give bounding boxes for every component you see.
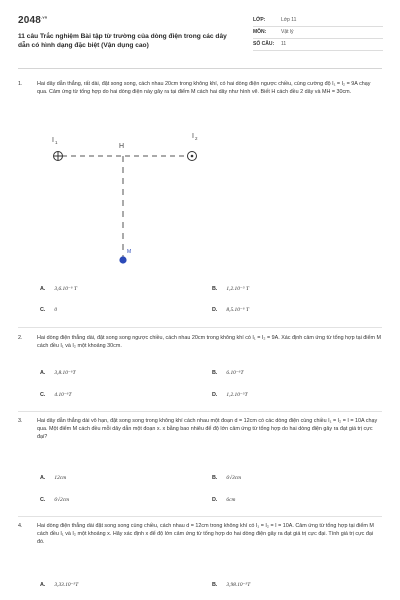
- option-4b[interactable]: [212, 582, 250, 590]
- option-label: C.: [40, 392, 46, 398]
- site-logo[interactable]: [18, 14, 47, 29]
- option-text: 6.10⁻⁶T: [226, 370, 244, 376]
- wire-2-out-of-page-icon: [188, 152, 197, 161]
- meta-row-count: [253, 39, 383, 51]
- question-3: [18, 418, 382, 441]
- question-2: [18, 335, 382, 351]
- meta-row-subject: [253, 27, 383, 39]
- label-i1: I: [52, 137, 54, 144]
- question-1: [18, 81, 382, 97]
- question-number: 4.: [18, 523, 23, 529]
- question-divider: [18, 327, 382, 328]
- option-text: 3,33.10⁻⁵T: [54, 582, 79, 588]
- meta-value: Vật lý: [281, 28, 294, 35]
- wire-1-into-page-icon: [54, 152, 63, 161]
- question-divider: [18, 516, 382, 517]
- wire-diagram: [50, 128, 210, 268]
- option-3c[interactable]: [40, 497, 69, 505]
- meta-key: LỚP:: [253, 16, 266, 23]
- header-divider: [18, 68, 382, 69]
- option-text: 4.10⁻⁶T: [54, 392, 72, 398]
- question-divider: [18, 411, 382, 412]
- label-i2-sub: 2: [195, 136, 198, 141]
- option-4a[interactable]: [40, 582, 78, 590]
- option-label: A.: [40, 582, 46, 588]
- question-number: 1.: [18, 81, 23, 87]
- option-text: 1,2.10⁻⁵T: [226, 392, 248, 398]
- option-text: 8,5.10⁻⁶ T: [226, 307, 249, 313]
- option-text: 12cm: [54, 475, 67, 481]
- option-label: B.: [212, 286, 218, 292]
- option-text: 3,6.10⁻⁶ T: [54, 286, 77, 292]
- option-label: C.: [40, 497, 46, 503]
- option-label: A.: [40, 370, 46, 376]
- option-label: A.: [40, 286, 46, 292]
- option-label: B.: [212, 475, 218, 481]
- meta-row-class: [253, 15, 383, 27]
- option-2c[interactable]: [40, 392, 72, 400]
- option-label: A.: [40, 475, 46, 481]
- question-text: Hai dây dẫn thẳng, rất dài, đặt song song, cách nhau 20cm trong không khí, có hai dòng điện ngược chiều, cùng cường độ I₁ = I₂ = 9A chạy qua. Cảm ứng từ tổng hợp do hai dòng điện này gây ra tại điểm M cách hai dây như hình vẽ. Biết H cách đều 2 dây và MH = 30cm.: [37, 81, 371, 95]
- option-1d[interactable]: [212, 307, 249, 315]
- option-1b[interactable]: [212, 286, 249, 294]
- brand-suffix: .vn: [41, 14, 48, 20]
- option-3a[interactable]: [40, 475, 66, 483]
- option-text: 0: [54, 307, 58, 313]
- option-text: 6√2cm: [54, 497, 70, 503]
- meta-panel: [253, 15, 383, 51]
- option-label: B.: [212, 582, 218, 588]
- option-label: C.: [40, 307, 46, 313]
- question-4: [18, 523, 382, 546]
- label-i2: I: [192, 133, 194, 140]
- option-text: 6√3cm: [226, 475, 242, 481]
- option-text: 3,98.10⁻⁵T: [226, 582, 251, 588]
- label-h: H: [119, 143, 125, 150]
- option-label: D.: [212, 307, 218, 313]
- option-label: D.: [212, 392, 218, 398]
- document-title: 11 câu Trắc nghiệm Bài tập từ trường của dòng điện trong các dây dẫn có hình dạng đặc biệt (Vận dụng cao): [18, 33, 227, 49]
- option-3b[interactable]: [212, 475, 241, 483]
- question-text: Hai dòng điện thẳng dài đặt song song cùng chiều, cách nhau d = 12cm trong không khí có I₁ = I₂ = I = 10A. Cảm ứng từ tổng hợp tại điểm M cách đều I₁ và I₂ một khoảng x. Hãy xác định x để độ lớn cảm ứng từ tổng hợp do hai dòng điện gây ra đạt giá trị cực đại. Tính giá trị cực đại đó.: [37, 523, 374, 545]
- option-text: 6cm: [226, 497, 236, 503]
- meta-key: MÔN:: [253, 28, 267, 35]
- option-2a[interactable]: [40, 370, 76, 378]
- question-number: 3.: [18, 418, 23, 424]
- option-1c[interactable]: [40, 307, 57, 315]
- meta-key: SỐ CÂU:: [253, 40, 275, 47]
- option-2d[interactable]: [212, 392, 248, 400]
- point-m: [119, 256, 126, 263]
- question-number: 2.: [18, 335, 23, 341]
- option-2b[interactable]: [212, 370, 244, 378]
- label-m: M: [127, 249, 132, 255]
- option-text: 3,8.10⁻⁶T: [54, 370, 76, 376]
- option-3d[interactable]: [212, 497, 235, 505]
- label-i1-sub: 1: [55, 140, 58, 145]
- option-label: B.: [212, 370, 218, 376]
- option-1a[interactable]: [40, 286, 77, 294]
- option-text: 1,2.10⁻⁵ T: [226, 286, 249, 292]
- meta-value: Lớp 11: [281, 16, 297, 23]
- question-text: Hai dây dẫn thẳng dài vô hạn, đặt song song trong không khí cách nhau một đoạn d = 12cm có các dòng điện cùng chiều I₁ = I₂ = I = 10A chạy qua. Một điểm M cách đều mỗi dây dẫn một đoạn x. x bằng bao nhiêu để độ lớn cảm ứng từ tổng hợp do hai dòng điện gây ra đạt giá trị cực đại?: [37, 418, 378, 440]
- brand-name: 2048: [18, 15, 42, 26]
- option-label: D.: [212, 497, 218, 503]
- question-text: Hai dòng điện thẳng dài, đặt song song ngược chiều, cách nhau 20cm trong không khí có I₁ = I₂ = 9A. Xác định cảm ứng từ tổng hợp tại điểm M cách đều I₁ và I₂ một khoảng 30cm.: [37, 335, 381, 349]
- meta-value: 11: [281, 40, 287, 47]
